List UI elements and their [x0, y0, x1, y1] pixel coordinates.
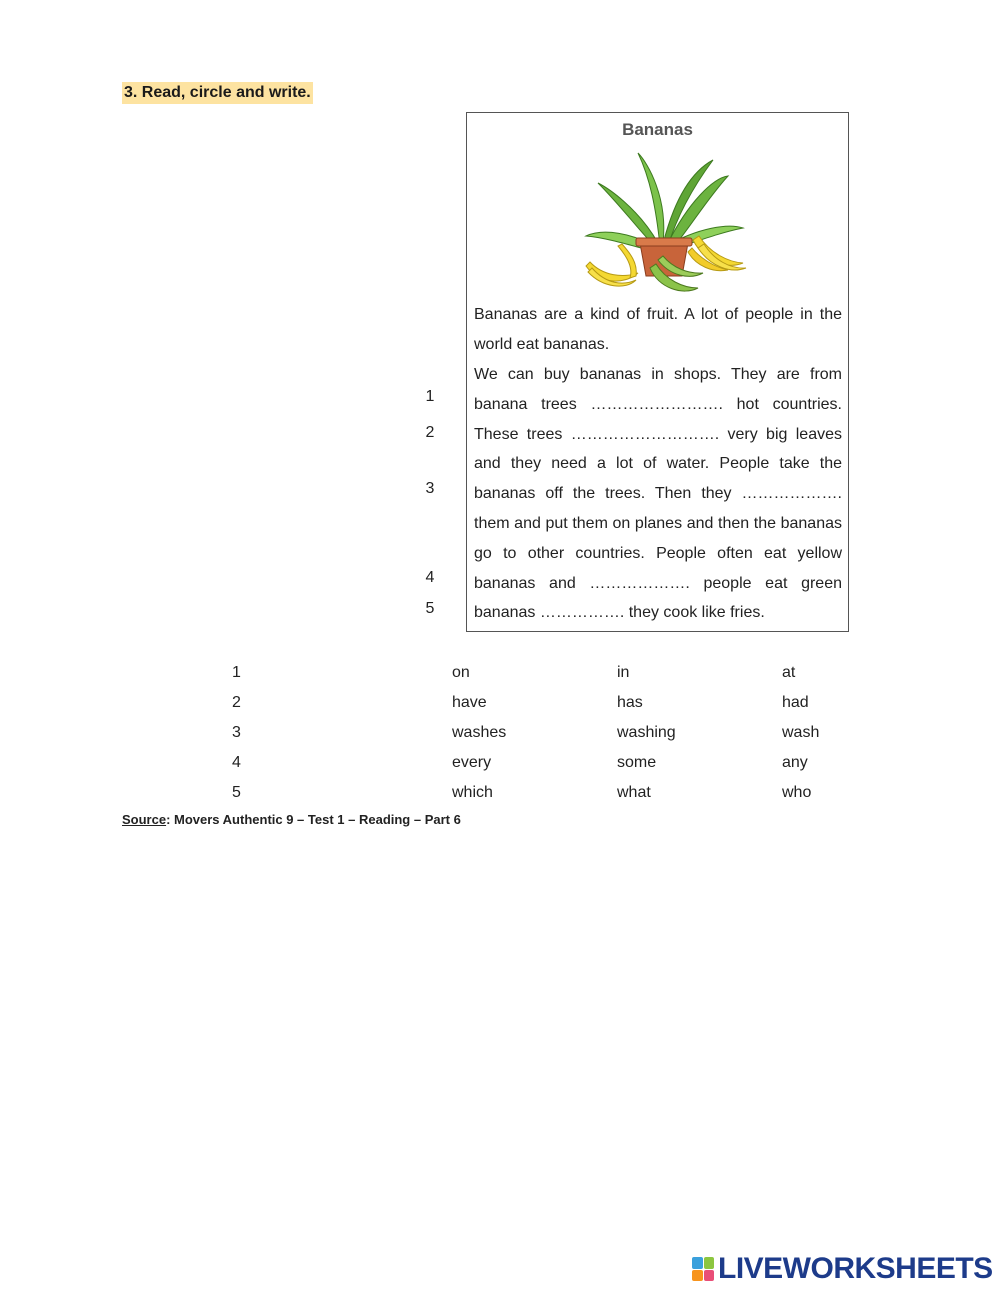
option-row [0, 724, 1000, 754]
option-number: 3 [232, 724, 241, 741]
option-choice[interactable]: have [452, 694, 487, 711]
option-row [0, 694, 1000, 724]
liveworksheets-logo [692, 1252, 993, 1286]
option-choice[interactable]: on [452, 664, 470, 681]
option-row [0, 664, 1000, 694]
option-choice[interactable]: in [617, 664, 630, 681]
passage-title: Bananas [622, 120, 693, 139]
gap-number: 1 [425, 388, 435, 405]
option-choice[interactable]: every [452, 754, 492, 771]
passage-paragraph-2: We can buy bananas in shops. They are from banana trees ……………………. hot countries. These trees ………………………. very big leaves and they need a lot of water. People take the bananas off the trees. Then they ………………. them and put them on planes and then the bananas go to other countries. People often eat yellow bananas and ………………. people eat green bananas ……………. they cook like fries. [474, 366, 842, 622]
option-choice[interactable]: which [452, 784, 493, 801]
brand-name: LIVEWORKSHEETS [718, 1252, 993, 1285]
banana-icon [586, 244, 638, 286]
leaf-icon [586, 153, 743, 252]
gap-number: 2 [425, 424, 435, 441]
banana-plant-illustration [578, 148, 758, 298]
source-credit [122, 812, 461, 827]
option-number: 1 [232, 664, 241, 681]
source-label: Source [122, 812, 167, 827]
passage-paragraph-1: Bananas are a kind of fruit. A lot of people in the world eat bananas. [474, 306, 842, 353]
option-choice[interactable]: at [782, 664, 796, 681]
source-text: : Movers Authentic 9 – Test 1 – Reading – Part 6 [166, 812, 461, 827]
gap-number: 4 [425, 569, 435, 586]
option-choice[interactable]: what [617, 784, 651, 801]
option-number: 5 [232, 784, 241, 801]
option-choice[interactable]: washes [452, 724, 507, 741]
option-choice[interactable]: has [617, 694, 643, 711]
option-number: 2 [232, 694, 241, 711]
option-choice[interactable]: wash [782, 724, 820, 741]
gap-number: 5 [425, 600, 435, 617]
option-number: 4 [232, 754, 241, 771]
gap-number: 3 [425, 480, 435, 497]
option-choice[interactable]: some [617, 754, 657, 771]
exercise-heading: 3. Read, circle and write. [122, 82, 313, 104]
option-choice[interactable]: had [782, 694, 809, 711]
option-choice[interactable]: washing [617, 724, 676, 741]
banana-icon [688, 236, 746, 271]
option-row [0, 784, 1000, 814]
logo-squares-icon [692, 1257, 714, 1281]
option-choice[interactable]: who [782, 784, 812, 801]
option-row [0, 754, 1000, 784]
option-choice[interactable]: any [782, 754, 808, 771]
